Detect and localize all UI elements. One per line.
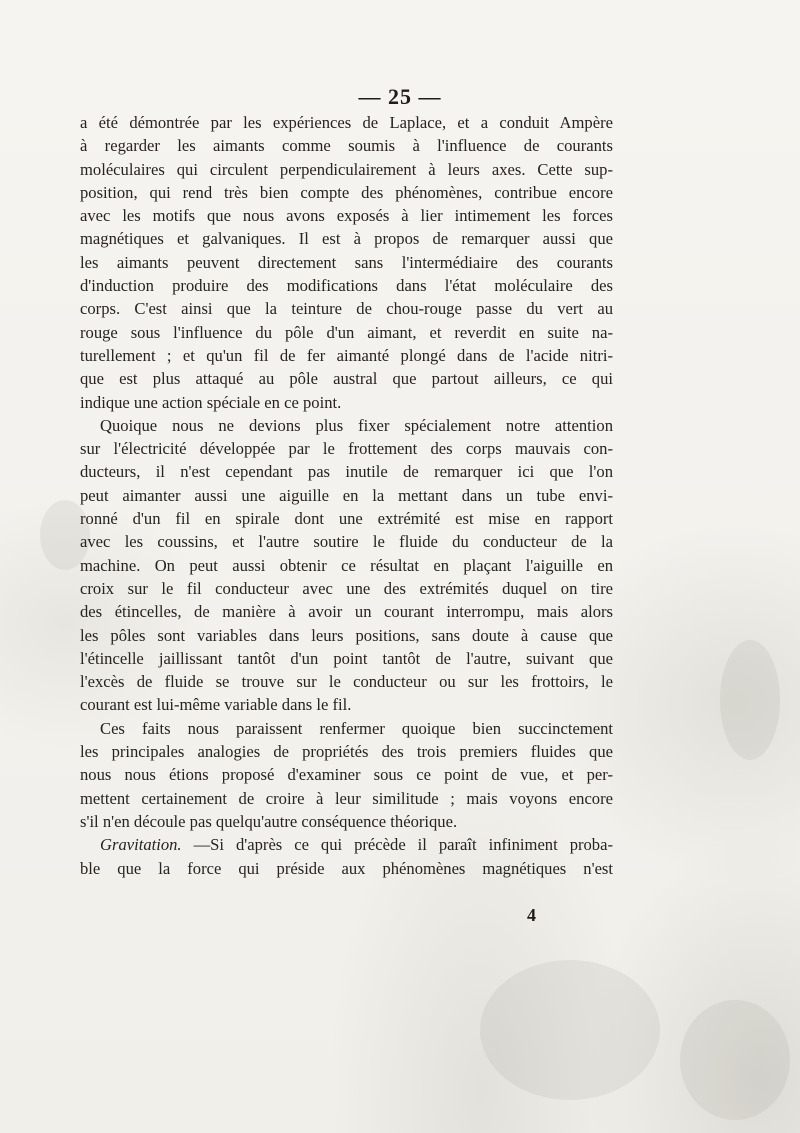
- text-line: les principales analogies de propriétés des trois premiers fluides que: [80, 742, 613, 762]
- text-line: Ces faits nous paraissent renfermer quoique bien succinctement: [100, 718, 613, 738]
- text-line: les aimants peuvent directement sans l'intermédiaire des courants: [80, 252, 613, 272]
- text-line: machine. On peut aussi obtenir ce résultat en plaçant l'aiguille en: [80, 555, 613, 575]
- section-heading: Gravitation.: [100, 835, 182, 855]
- text-line-rest: —Si d'après ce qui précède il paraît infiniment proba-: [181, 835, 613, 855]
- text-line: s'il n'en découle pas quelqu'autre conséquence théorique.: [80, 811, 458, 831]
- text-line: peut aimanter aussi une aiguille en la mettant dans un tube envi-: [80, 485, 613, 505]
- text-line: corps. C'est ainsi que la teinture de chou-rouge passe du vert au: [80, 299, 613, 319]
- signature-mark: 4: [527, 905, 536, 925]
- text-line: à regarder les aimants comme soumis à l'influence de courants: [80, 136, 613, 156]
- paper-stain: [720, 640, 780, 760]
- text-line: croix sur le fil conducteur avec une des extrémités duquel on tire: [80, 578, 613, 598]
- text-line: magnétiques et galvaniques. Il est à propos de remarquer aussi que: [80, 229, 613, 249]
- text-line: ble que la force qui préside aux phénomènes magnétiques n'est: [80, 858, 613, 878]
- text-line: sur l'électricité développée par le frottement des corps mauvais con-: [80, 439, 613, 459]
- text-line: ducteurs, il n'est cependant pas inutile de remarquer ici que l'on: [80, 462, 613, 482]
- text-line: avec les motifs que nous avons exposés à lier intimement les forces: [80, 206, 613, 226]
- text-line: nous nous étions proposé d'examiner sous ce point de vue, et per-: [80, 765, 613, 785]
- text-line: des étincelles, de manière à avoir un courant interrompu, mais alors: [80, 602, 613, 622]
- paper-stain: [480, 960, 660, 1100]
- text-line: ronné d'un fil en spirale dont une extrémité est mise en rapport: [80, 509, 613, 529]
- body-text: [80, 111, 613, 880]
- text-line: position, qui rend très bien compte des phénomènes, contribue encore: [80, 182, 613, 202]
- text-line: turellement ; et qu'un fil de fer aimanté plongé dans de l'acide nitri-: [80, 345, 613, 365]
- page-number: — 25 —: [358, 84, 442, 109]
- text-line: l'excès de fluide se trouve sur le conducteur ou sur les frottoirs, le: [80, 672, 613, 692]
- text-line: avec les coussins, et l'autre soutire le fluide du conducteur de la: [80, 532, 613, 552]
- text-line: que est plus attaqué au pôle austral que partout ailleurs, ce qui: [80, 369, 613, 389]
- text-line: a été démontrée par les expériences de Laplace, et a conduit Ampère: [80, 113, 613, 132]
- text-line: les pôles sont variables dans leurs positions, sans doute à cause que: [80, 625, 613, 645]
- text-line: Quoique nous ne devions plus fixer spécialement notre attention: [100, 415, 613, 435]
- text-line: l'étincelle jaillissant tantôt d'un point tantôt de l'autre, suivant que: [80, 648, 613, 668]
- text-line: mettent certainement de croire à leur similitude ; mais voyons encore: [80, 788, 613, 808]
- text-line: indique une action spéciale en ce point.: [80, 392, 342, 412]
- text-line: moléculaires qui circulent perpendiculairement à leurs axes. Cette sup-: [80, 159, 613, 179]
- text-line: d'induction produire des modifications dans l'état moléculaire des: [80, 276, 613, 296]
- paper-stain: [680, 1000, 790, 1120]
- text-line: [80, 833, 613, 856]
- text-line: courant est lui-même variable dans le fil.: [80, 695, 352, 715]
- text-line: rouge sous l'influence du pôle d'un aimant, et reverdit en suite na-: [80, 322, 613, 342]
